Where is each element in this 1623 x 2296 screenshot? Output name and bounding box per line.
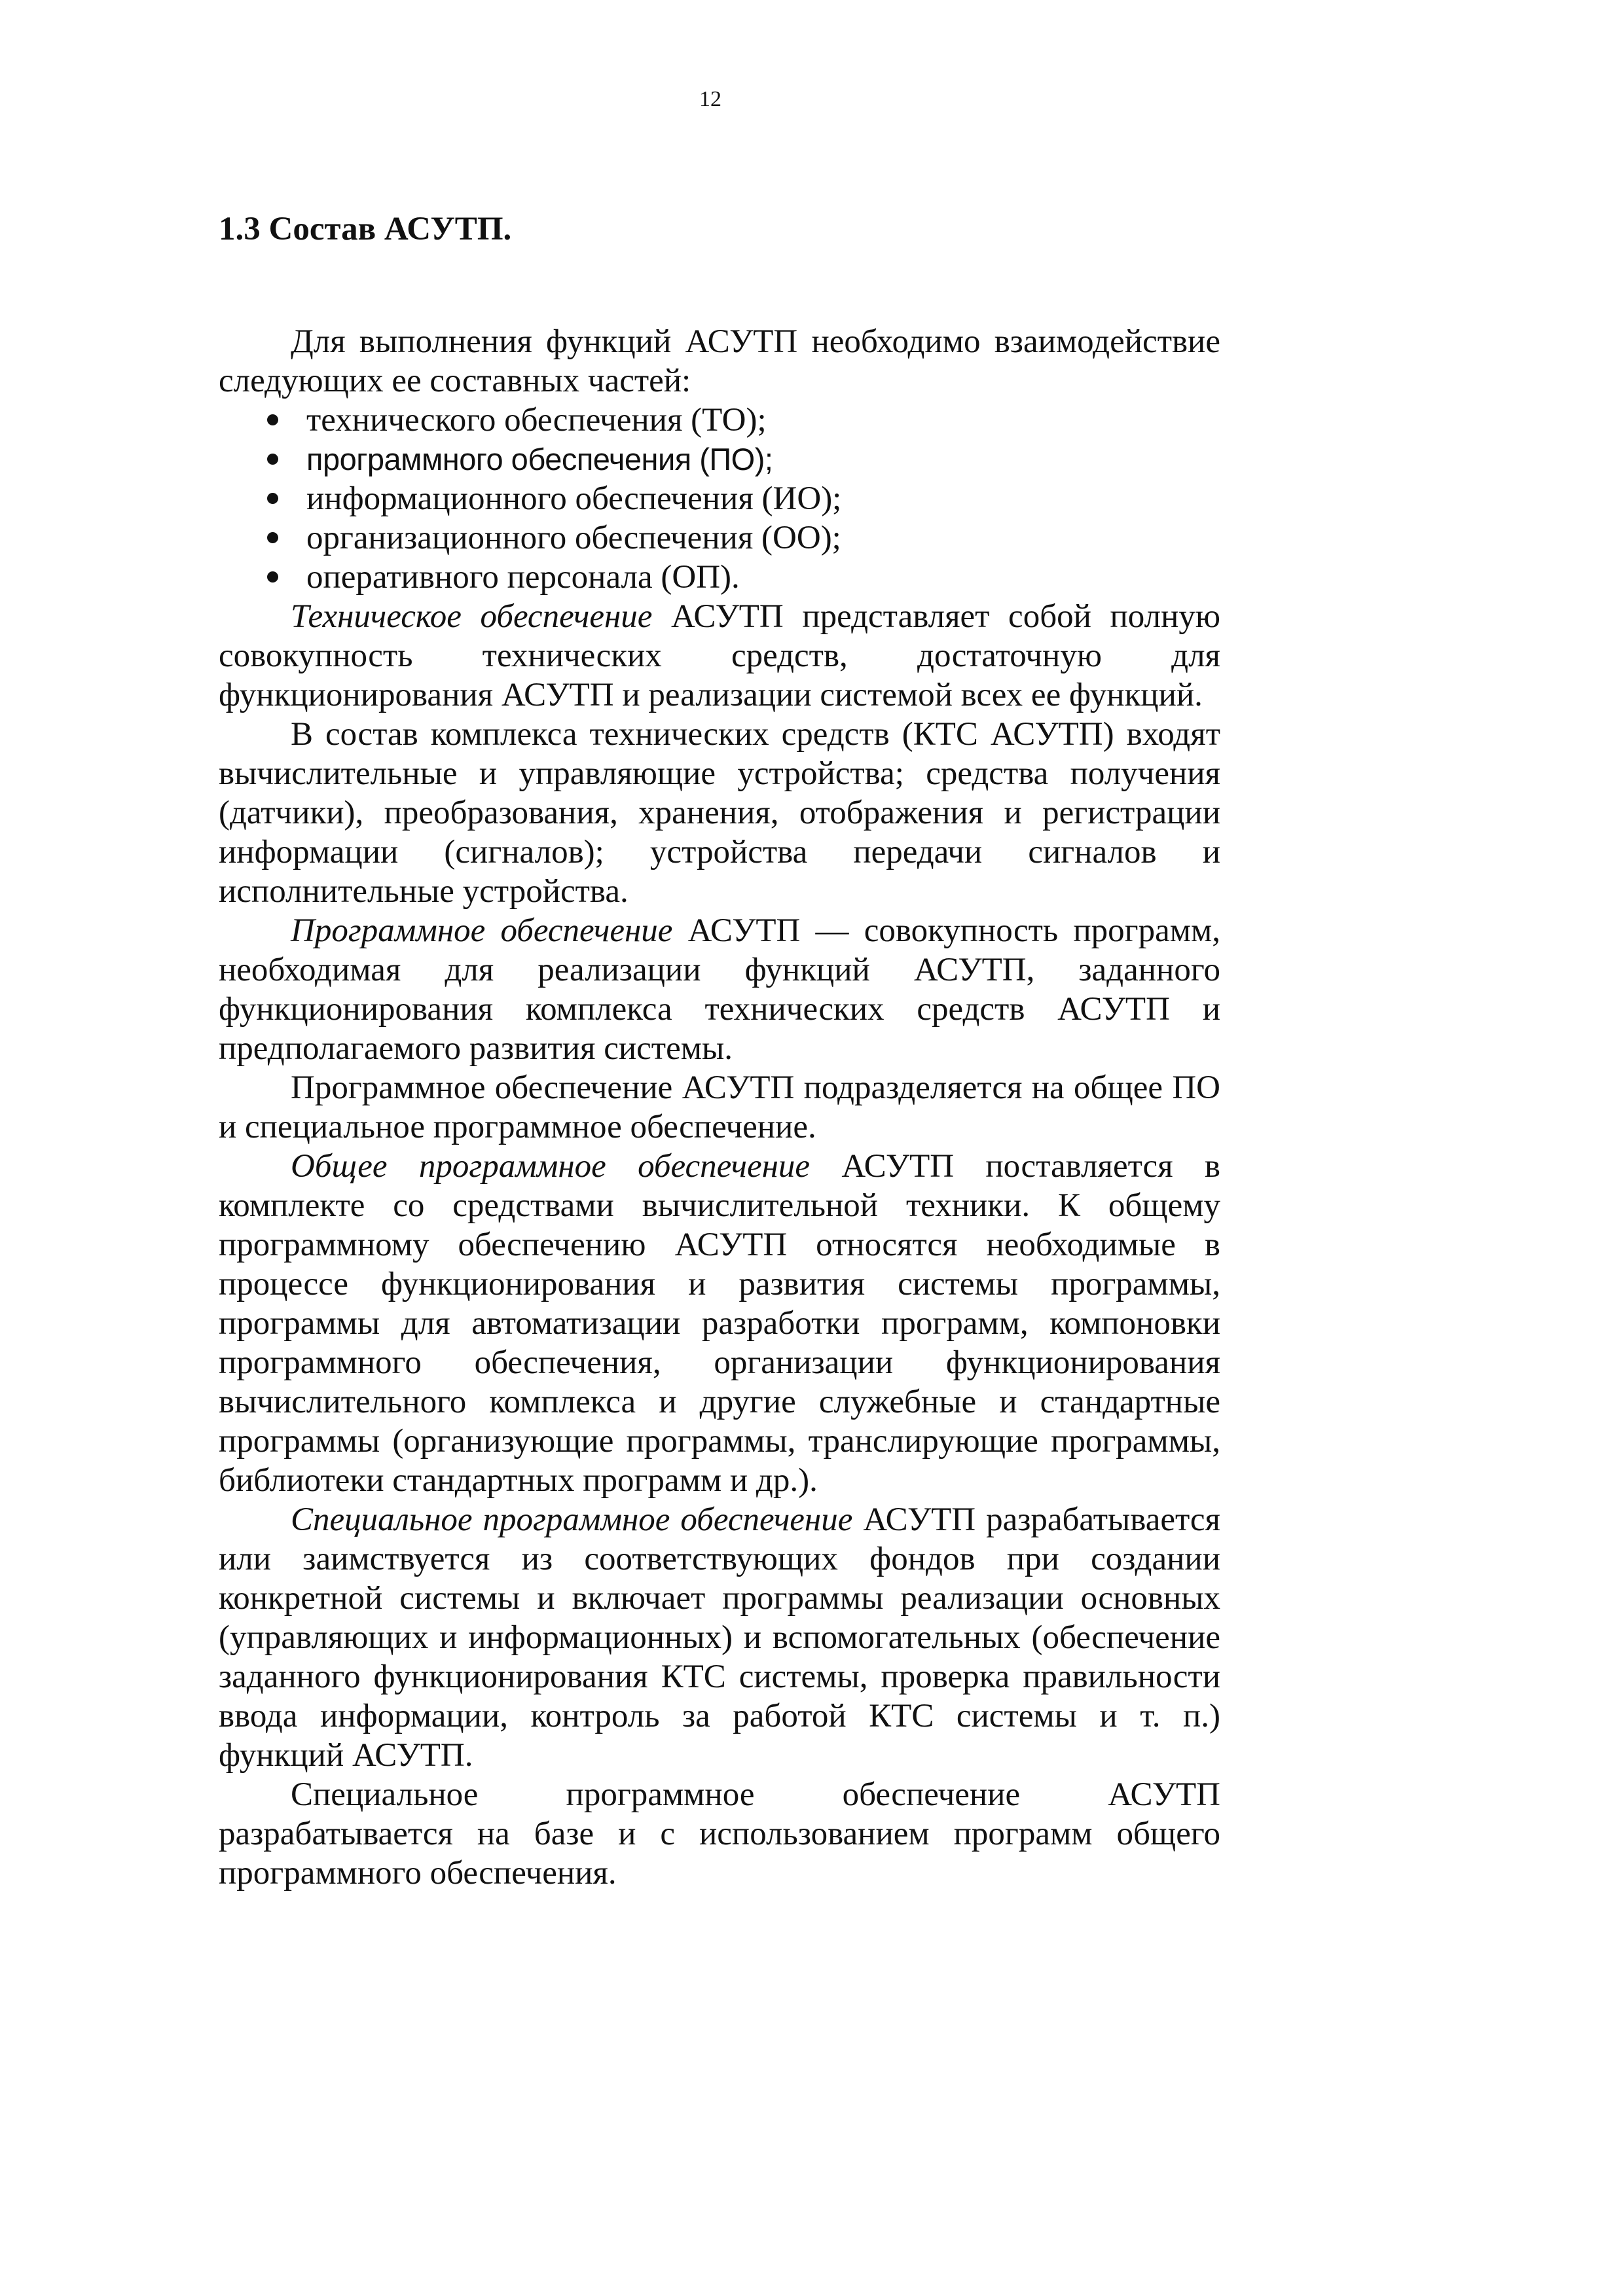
paragraph-text: Программное обеспечение АСУТП подразделяется на общее ПО и специальное программное обеспечение. xyxy=(219,1069,1220,1145)
paragraph-technical-support xyxy=(219,597,1220,715)
components-list xyxy=(219,401,1220,597)
page-content xyxy=(219,209,1220,1893)
bullet-icon xyxy=(267,532,278,543)
list-item: организационного обеспечения (ОО); xyxy=(306,518,1220,558)
paragraph-special-software xyxy=(219,1500,1220,1775)
list-item: оперативного персонала (ОП). xyxy=(306,558,1220,597)
paragraph-text: АСУТП разрабатывается или заимствуется из соответствующих фондов при создании конкретной системы и включает программы реализации основных (управляющих и информационных) и вспомогательных (обеспечение заданного функционирования КТС системы, проверка правильности ввода информации, контроль за работой КТС системы и т. п.) функций АСУТП. xyxy=(219,1501,1220,1774)
intro-paragraph: Для выполнения функций АСУТП необходимо взаимодействие следующих ее составных частей: xyxy=(219,323,1220,399)
italic-term: Техническое обеспечение xyxy=(291,598,653,635)
bullet-icon xyxy=(267,571,278,583)
paragraph-kts-composition xyxy=(219,715,1220,911)
page-number: 12 xyxy=(699,87,721,111)
section-title: 1.3 Состав АСУТП. xyxy=(219,211,512,247)
list-item: технического обеспечения (ТО); xyxy=(306,401,1220,440)
bullet-icon xyxy=(267,454,278,465)
italic-term: Программное обеспечение xyxy=(291,912,673,949)
paragraph-text: АСУТП — совокупность программ, необходимая для реализации функций АСУТП, заданного функционирования комплекса технических средств АСУТП и предполагаемого развития системы. xyxy=(219,912,1221,1067)
paragraph-software-division xyxy=(219,1068,1220,1147)
italic-term: Общее программное обеспечение xyxy=(291,1148,811,1185)
paragraph-special-software-base xyxy=(219,1775,1220,1893)
paragraph-text: АСУТП представляет собой полную совокупность технических средств, достаточную для функционирования АСУТП и реализации системой всех ее функций. xyxy=(219,598,1220,713)
paragraph-text: Специальное программное обеспечение АСУТП разрабатывается на базе и с использованием программ общего программного обеспечения. xyxy=(219,1776,1220,1892)
paragraph-general-software xyxy=(219,1147,1220,1500)
paragraph-text: В состав комплекса технических средств (КТС АСУТП) входят вычислительные и управляющие устройства; средства получения (датчики), преобразования, хранения, отображения и регистрации информации (сигналов); устройства передачи сигналов и исполнительные устройства. xyxy=(219,716,1220,910)
bullet-icon xyxy=(267,493,278,504)
paragraph-text: АСУТП поставляется в комплекте со средствами вычислительной техники. К общему программному обеспечению АСУТП относятся необходимые в процессе функционирования и развития системы программы, программы для автоматизации разработки программ, компоновки программного обеспечения, организации функционирования вычислительного комплекса и другие служебные и стандартные программы (организующие программы, транслирующие программы, библиотеки стандартных программ и др.). xyxy=(219,1148,1220,1499)
bullet-icon xyxy=(267,414,278,425)
italic-term: Специальное программное обеспечение xyxy=(291,1501,853,1538)
paragraph-software xyxy=(219,911,1220,1068)
list-item: программного обеспечения (ПО); xyxy=(306,440,1220,479)
list-item: информационного обеспечения (ИО); xyxy=(306,479,1220,518)
